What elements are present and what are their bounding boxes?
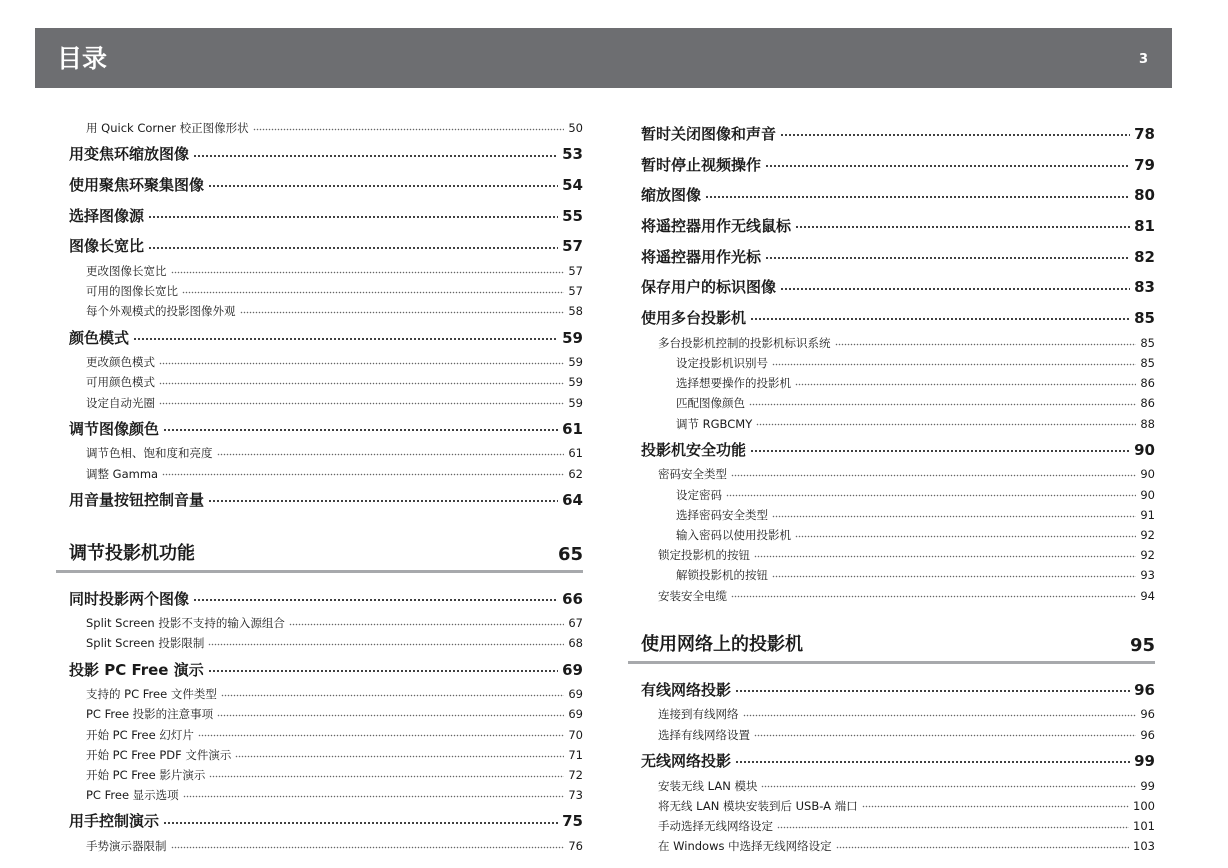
toc-section-heading[interactable]: [56, 539, 583, 573]
toc-entry-page: 69: [562, 660, 583, 679]
dot-leader: [159, 375, 564, 387]
toc-entry-level-2[interactable]: [69, 615, 583, 635]
toc-entry-level-1[interactable]: [641, 243, 1155, 274]
toc-entry-level-3[interactable]: [641, 375, 1155, 395]
dot-leader: [765, 155, 1130, 170]
toc-entry-level-1[interactable]: [641, 273, 1155, 304]
dot-leader: [761, 778, 1136, 790]
dot-leader: [743, 707, 1137, 719]
toc-entry-level-1[interactable]: [69, 171, 583, 202]
toc-entry-title: 调节图像颜色: [69, 419, 160, 438]
toc-entry-level-1[interactable]: [69, 486, 583, 517]
toc-entry-title: 可用颜色模式: [86, 375, 155, 390]
toc-entry-level-3[interactable]: [641, 487, 1155, 507]
toc-entry-level-2[interactable]: [641, 798, 1155, 818]
dot-leader: [772, 356, 1136, 368]
toc-entry-level-1[interactable]: [641, 747, 1155, 778]
toc-entry-page: 50: [568, 121, 583, 135]
toc-entry-level-1[interactable]: [641, 436, 1155, 467]
toc-entry-page: 70: [568, 727, 583, 742]
toc-entry-page: 61: [562, 419, 583, 438]
dot-leader: [795, 376, 1136, 388]
toc-entry-title: 锁定投影机的按钮: [658, 548, 750, 563]
toc-entry-page: 91: [1140, 507, 1155, 522]
toc-entry-level-2[interactable]: [641, 466, 1155, 486]
toc-entry-level-1[interactable]: [69, 202, 583, 233]
toc-entry-title: 选择密码安全类型: [676, 507, 768, 522]
toc-entry-title: 将遥控器用作光标: [641, 247, 762, 266]
dot-leader: [795, 528, 1136, 540]
dot-leader: [795, 216, 1130, 231]
toc-entry-level-1[interactable]: [641, 120, 1155, 151]
dot-leader: [163, 811, 558, 826]
toc-entry-page: 92: [1140, 528, 1155, 542]
toc-entry-title: 密码安全类型: [658, 467, 727, 482]
toc-entry-page: 53: [562, 145, 583, 164]
dot-leader: [836, 839, 1129, 851]
dot-leader: [756, 416, 1136, 428]
toc-entry-level-2[interactable]: [69, 727, 583, 747]
dot-leader: [208, 660, 558, 675]
toc-entry-page: 85: [1134, 309, 1155, 328]
toc-entry-level-2[interactable]: [69, 635, 583, 655]
dot-leader: [209, 768, 564, 780]
toc-entry-page: 93: [1140, 568, 1155, 583]
toc-entry-title: 多台投影机控制的投影机标识系统: [658, 335, 831, 350]
toc-entry-title: 选择有线网络设置: [658, 727, 750, 742]
toc-entry-level-3[interactable]: [641, 416, 1155, 436]
toc-entry-title: 暂时停止视频操作: [641, 155, 762, 174]
toc-entry-title: 暂时关闭图像和声音: [641, 125, 777, 143]
toc-entry-title: 用音量按钮控制音量: [69, 490, 205, 509]
page-title: 目录: [57, 44, 108, 73]
toc-column-right: [641, 120, 1155, 858]
section-page-number: 95: [1129, 634, 1155, 656]
toc-entry-level-2[interactable]: [69, 787, 583, 807]
dot-leader: [754, 727, 1136, 739]
toc-entry-title: 开始 PC Free 幻灯片: [86, 727, 194, 742]
toc-entry-title: 用 Quick Corner 校正图像形状: [86, 121, 249, 135]
toc-entry-page: 57: [562, 237, 583, 256]
dot-leader: [835, 335, 1137, 347]
toc-entry-title: 选择图像源: [69, 206, 145, 225]
toc-entry-page: 90: [1134, 440, 1155, 459]
toc-entry-title: 图像长宽比: [69, 237, 145, 256]
dot-leader: [705, 185, 1130, 200]
toc-entry-page: 99: [1140, 778, 1155, 793]
toc-entry-title: 匹配图像颜色: [676, 396, 745, 411]
toc-entry-page: 82: [1134, 247, 1155, 266]
toc-entry-level-2[interactable]: [641, 778, 1155, 798]
toc-entry-title: 用手控制演示: [69, 812, 160, 831]
toc-entry-level-2[interactable]: [69, 838, 583, 858]
toc-entry-level-2[interactable]: [69, 120, 583, 140]
toc-entry-title: 解锁投影机的按钮: [676, 568, 768, 583]
toc-entry-title: 安装无线 LAN 模块: [658, 778, 758, 793]
toc-entry-page: 75: [562, 812, 583, 831]
toc-entry-page: 83: [1134, 278, 1155, 297]
toc-entry-level-2[interactable]: [69, 747, 583, 767]
dot-leader: [159, 395, 564, 407]
toc-entry-level-1[interactable]: [69, 232, 583, 263]
toc-entry-level-2[interactable]: [641, 838, 1155, 858]
toc-entry-title: 更改图像长宽比: [86, 263, 167, 278]
toc-entry-title: 每个外观模式的投影图像外观: [86, 304, 236, 319]
toc-entry-page: 59: [568, 375, 583, 390]
toc-section-heading[interactable]: [628, 630, 1155, 664]
toc-entry-title: 连接到有线网络: [658, 707, 739, 722]
dot-leader: [217, 446, 565, 458]
toc-entry-page: 96: [1140, 727, 1155, 742]
toc-entry-page: 54: [562, 175, 583, 194]
dot-leader: [289, 616, 565, 628]
toc-entry-page: 100: [1133, 798, 1155, 813]
dot-leader: [772, 507, 1136, 519]
dot-leader: [193, 144, 558, 159]
dot-leader: [193, 589, 558, 604]
dot-leader: [221, 687, 565, 699]
dot-leader: [777, 818, 1129, 830]
toc-entry-title: 无线网络投影: [641, 751, 732, 770]
toc-entry-page: 94: [1140, 588, 1155, 603]
page-number: 3: [1138, 52, 1148, 67]
toc-entry-page: 61: [568, 446, 583, 461]
dot-leader: [765, 247, 1130, 262]
toc-entry-page: 68: [568, 636, 583, 651]
toc-entry-page: 59: [562, 328, 583, 347]
toc-entry-title: 开始 PC Free 影片演示: [86, 768, 206, 782]
toc-entry-level-3[interactable]: [641, 395, 1155, 415]
dot-leader: [162, 466, 564, 478]
toc-entry-page: 62: [568, 466, 583, 481]
toc-entry-page: 90: [1140, 487, 1155, 502]
toc-entry-level-3[interactable]: [641, 567, 1155, 587]
toc-entry-level-1[interactable]: [69, 324, 583, 355]
toc-entry-page: 59: [568, 355, 583, 370]
toc-entry-title: 可用的图像长宽比: [86, 284, 178, 299]
toc-entry-level-3[interactable]: [641, 527, 1155, 547]
toc-entry-level-2[interactable]: [641, 547, 1155, 567]
toc-entry-title: 调节色相、饱和度和亮度: [86, 446, 213, 461]
toc-entry-title: 支持的 PC Free 文件类型: [86, 687, 217, 702]
toc-entry-title: 在 Windows 中选择无线网络设定: [658, 839, 832, 854]
toc-entry-page: 73: [568, 788, 583, 803]
toc-entry-page: 69: [568, 687, 583, 702]
toc-entry-title: 使用聚焦环聚集图像: [69, 175, 205, 194]
dot-leader: [208, 490, 558, 505]
toc-entry-title: Split Screen 投影限制: [86, 636, 205, 651]
dot-leader: [208, 175, 558, 190]
toc-entry-title: 输入密码以使用投影机: [676, 528, 791, 542]
toc-entry-level-2[interactable]: [69, 686, 583, 706]
dot-leader: [217, 707, 564, 719]
toc-entry-title: 投影机安全功能: [641, 440, 747, 459]
toc-entry-level-1[interactable]: [641, 151, 1155, 182]
dot-leader: [182, 284, 564, 296]
toc-entry-level-1[interactable]: [641, 304, 1155, 335]
toc-entry-title: 调节 RGBCMY: [676, 416, 753, 431]
toc-entry-level-3[interactable]: [641, 507, 1155, 527]
toc-entry-page: 96: [1134, 680, 1155, 699]
toc-entry-page: 57: [568, 284, 583, 299]
toc-entry-level-1[interactable]: [69, 656, 583, 687]
toc-entry-level-2[interactable]: [69, 767, 583, 787]
section-title: 调节投影机功能: [69, 542, 195, 564]
toc-entry-page: 78: [1134, 125, 1155, 143]
toc-entry-page: 66: [562, 589, 583, 608]
toc-column-left: [69, 120, 583, 858]
toc-entry-page: 85: [1140, 356, 1155, 370]
dot-leader: [731, 467, 1136, 479]
toc-entry-page: 90: [1140, 467, 1155, 482]
toc-entry-title: 设定密码: [676, 487, 722, 502]
toc-entry-level-2[interactable]: [69, 466, 583, 486]
toc-entry-page: 99: [1134, 751, 1155, 770]
toc-entry-level-1[interactable]: [641, 212, 1155, 243]
toc-entry-page: 86: [1140, 396, 1155, 411]
toc-entry-title: 颜色模式: [69, 328, 130, 347]
toc-entry-level-2[interactable]: [641, 335, 1155, 355]
toc-entry-level-2[interactable]: [69, 283, 583, 303]
toc-entry-title: 开始 PC Free PDF 文件演示: [86, 747, 232, 762]
toc-entry-title: PC Free 显示选项: [86, 788, 179, 803]
toc-entry-title: 安装安全电缆: [658, 588, 727, 603]
dot-leader: [731, 588, 1136, 600]
toc-entry-level-2[interactable]: [641, 818, 1155, 838]
toc-entry-page: 55: [562, 206, 583, 225]
toc-entry-title: 设定自动光圈: [86, 395, 155, 410]
dot-leader: [240, 304, 565, 316]
toc-entry-level-1[interactable]: [69, 140, 583, 171]
dot-leader: [750, 308, 1130, 323]
toc-entry-page: 58: [568, 304, 583, 319]
toc-entry-level-2[interactable]: [69, 263, 583, 283]
toc-entry-title: 使用多台投影机: [641, 309, 747, 328]
dot-leader: [772, 568, 1136, 580]
toc-entry-page: 96: [1140, 707, 1155, 722]
toc-entry-page: 85: [1140, 335, 1155, 350]
dot-leader: [780, 124, 1130, 139]
toc-entry-level-1[interactable]: [69, 585, 583, 616]
dot-leader: [133, 328, 558, 343]
toc-entry-title: 调整 Gamma: [86, 466, 159, 481]
toc-entry-title: 投影 PC Free 演示: [69, 660, 204, 679]
toc-entry-page: 103: [1133, 839, 1155, 854]
toc-entry-level-1[interactable]: [69, 807, 583, 838]
toc-entry-page: 88: [1140, 416, 1155, 431]
toc-entry-page: 67: [568, 616, 583, 631]
section-title: 使用网络上的投影机: [641, 633, 803, 655]
dot-leader: [163, 419, 558, 434]
dot-leader: [198, 727, 565, 739]
dot-leader: [208, 636, 564, 648]
toc-entry-page: 86: [1140, 376, 1155, 391]
toc-entry-level-1[interactable]: [641, 181, 1155, 212]
dot-leader: [148, 206, 558, 221]
toc-entry-level-2[interactable]: [69, 445, 583, 465]
toc-entry-level-2[interactable]: [641, 706, 1155, 726]
toc-entry-title: 选择想要操作的投影机: [676, 376, 791, 391]
dot-leader: [171, 263, 565, 275]
toc-entry-page: 80: [1134, 186, 1155, 205]
dot-leader: [159, 355, 564, 367]
toc-entry-page: 57: [568, 263, 583, 278]
dot-leader: [183, 788, 565, 800]
toc-entry-page: 69: [568, 707, 583, 722]
toc-entry-level-2[interactable]: [69, 395, 583, 415]
toc-entry-title: 同时投影两个图像: [69, 589, 190, 608]
dot-leader: [735, 751, 1130, 766]
dot-leader: [749, 396, 1136, 408]
toc-entry-page: 64: [562, 490, 583, 509]
toc-entry-page: 76: [568, 839, 583, 854]
toc-entry-title: 将无线 LAN 模块安装到后 USB-A 端口: [658, 798, 858, 813]
dot-leader: [235, 747, 564, 759]
dot-leader: [171, 839, 565, 851]
page-header: [35, 28, 1172, 88]
dot-leader: [253, 121, 565, 133]
toc-entry-level-1[interactable]: [69, 415, 583, 446]
toc-entry-title: 缩放图像: [641, 186, 702, 205]
toc-entry-level-2[interactable]: [641, 727, 1155, 747]
dot-leader: [148, 236, 558, 251]
toc-entry-level-1[interactable]: [641, 676, 1155, 707]
toc-entry-page: 79: [1134, 155, 1155, 174]
toc-entry-title: PC Free 投影的注意事项: [86, 707, 214, 722]
toc-entry-page: 92: [1140, 548, 1155, 563]
dot-leader: [862, 798, 1129, 810]
toc-entry-title: 设定投影机识别号: [676, 356, 768, 370]
toc-entry-title: Split Screen 投影不支持的输入源组合: [86, 616, 285, 631]
toc-entry-level-2[interactable]: [69, 706, 583, 726]
toc-entry-title: 更改颜色模式: [86, 355, 155, 370]
toc-entry-level-2[interactable]: [641, 588, 1155, 608]
section-page-number: 65: [557, 543, 583, 565]
toc-entry-page: 59: [568, 395, 583, 410]
toc-entry-page: 101: [1133, 818, 1155, 833]
toc-entry-level-2[interactable]: [69, 354, 583, 374]
toc-entry-title: 用变焦环缩放图像: [69, 145, 190, 164]
dot-leader: [735, 680, 1130, 695]
toc-entry-page: 71: [568, 747, 583, 762]
dot-leader: [726, 487, 1136, 499]
toc-entry-title: 有线网络投影: [641, 680, 732, 699]
toc-entry-level-3[interactable]: [641, 355, 1155, 375]
dot-leader: [754, 548, 1136, 560]
toc-entry-title: 将遥控器用作无线鼠标: [641, 217, 792, 236]
dot-leader: [780, 277, 1130, 292]
toc-entry-title: 手势演示器限制: [86, 839, 167, 854]
toc-entry-title: 手动选择无线网络设定: [658, 818, 773, 833]
dot-leader: [750, 440, 1130, 455]
toc-entry-title: 保存用户的标识图像: [641, 278, 777, 297]
toc-entry-page: 72: [568, 768, 583, 782]
toc-entry-page: 81: [1134, 217, 1155, 236]
toc-entry-level-2[interactable]: [69, 374, 583, 394]
toc-entry-level-2[interactable]: [69, 303, 583, 323]
